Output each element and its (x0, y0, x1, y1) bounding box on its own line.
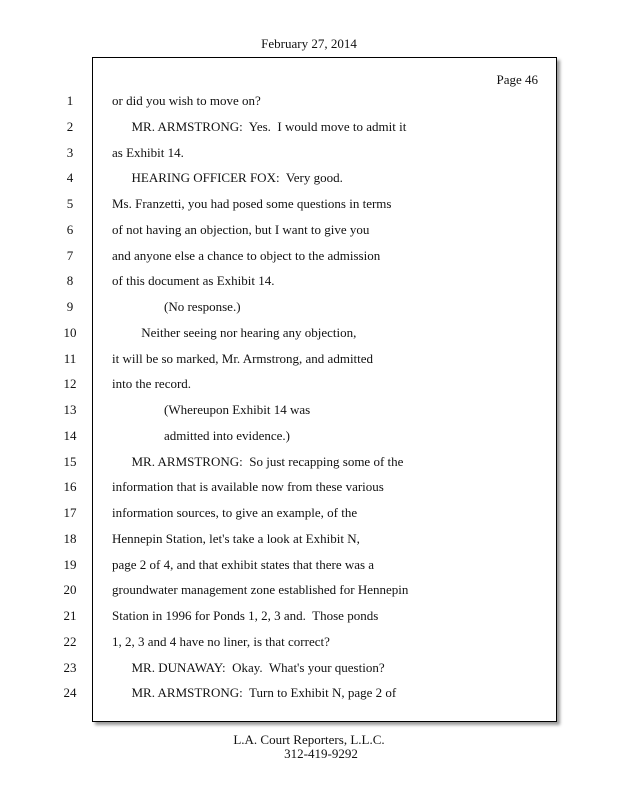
line-text: page 2 of 4, and that exhibit states that there was a (112, 556, 375, 572)
line-number: 7 (66, 247, 74, 263)
line-number: 24 (63, 685, 77, 701)
line-number: 6 (66, 221, 74, 237)
line-text: into the record. (112, 376, 192, 392)
line-text: it will be so marked, Mr. Armstrong, and admitted (112, 350, 374, 366)
transcript-line (0, 684, 618, 702)
line-text: 1, 2, 3 and 4 have no liner, is that correct? (112, 633, 330, 649)
transcript-line (0, 633, 618, 651)
line-number: 11 (63, 350, 77, 366)
line-number: 16 (63, 479, 77, 495)
transcript-line (0, 530, 618, 548)
transcript-line (0, 272, 618, 290)
line-text: Station in 1996 for Ponds 1, 2, 3 and. Those ponds (112, 608, 379, 623)
line-text: Ms. Franzetti, you had posed some questions in terms (112, 196, 392, 211)
transcript-line (0, 92, 618, 110)
line-number: 12 (63, 376, 77, 392)
transcript-line (0, 324, 618, 342)
footer-phone: 312-419-9292 (284, 746, 358, 761)
line-number: 9 (66, 299, 74, 314)
line-text: (No response.) (112, 299, 241, 314)
transcript-line (0, 607, 618, 625)
transcript-line (0, 453, 618, 471)
line-number: 20 (63, 582, 77, 598)
line-text: information sources, to give an example, of the (112, 505, 358, 520)
transcript-line (0, 195, 618, 213)
line-text: information that is available now from these various (112, 479, 384, 495)
transcript-line (0, 221, 618, 239)
line-number: 14 (63, 427, 77, 443)
footer-company: L.A. Court Reporters, L.L.C. (233, 732, 385, 747)
transcript-line (0, 427, 618, 445)
line-number: 5 (66, 196, 74, 211)
line-number: 10 (63, 324, 77, 340)
footer (0, 733, 618, 761)
line-text: MR. ARMSTRONG: So just recapping some of the (112, 453, 404, 469)
transcript-line (0, 350, 618, 368)
line-number: 22 (63, 633, 77, 649)
line-text: as Exhibit 14. (112, 144, 184, 160)
line-text: Hennepin Station, let's take a look at Exhibit N, (112, 530, 360, 546)
line-number: 15 (63, 453, 77, 469)
transcript-line (0, 144, 618, 162)
line-number: 21 (63, 608, 77, 623)
line-number: 3 (66, 144, 74, 160)
line-text: Neither seeing nor hearing any objection, (112, 324, 357, 340)
line-text: of not having an objection, but I want to give you (112, 221, 370, 237)
line-text: of this document as Exhibit 14. (112, 273, 275, 289)
line-number: 17 (63, 505, 77, 520)
header-date: February 27, 2014 (261, 36, 357, 51)
line-number: 1 (66, 93, 74, 108)
line-number: 4 (66, 170, 74, 186)
line-number: 2 (66, 118, 74, 134)
line-number: 19 (63, 556, 77, 572)
transcript-line (0, 247, 618, 265)
transcript-line (0, 169, 618, 187)
line-number: 13 (63, 402, 77, 417)
transcript-line (0, 298, 618, 316)
line-text: MR. DUNAWAY: Okay. What's your question? (112, 659, 385, 675)
line-text: and anyone else a chance to object to the admission (112, 247, 381, 263)
page-number: Page 46 (496, 72, 538, 87)
line-text: MR. ARMSTRONG: Yes. I would move to admit it (112, 118, 407, 134)
line-text: (Whereupon Exhibit 14 was (112, 402, 311, 417)
transcript-line (0, 375, 618, 393)
transcript-line (0, 581, 618, 599)
transcript-line (0, 401, 618, 419)
transcript-line (0, 118, 618, 136)
line-number: 8 (66, 273, 74, 289)
line-text: or did you wish to move on? (112, 93, 261, 108)
line-number: 23 (63, 659, 77, 675)
line-text: groundwater management zone established for Hennepin (112, 582, 409, 598)
line-text: HEARING OFFICER FOX: Very good. (112, 170, 343, 186)
line-number: 18 (63, 530, 77, 546)
transcript-line (0, 659, 618, 677)
line-text: MR. ARMSTRONG: Turn to Exhibit N, page 2 of (112, 685, 397, 701)
transcript-line (0, 478, 618, 496)
transcript-line (0, 556, 618, 574)
line-text: admitted into evidence.) (112, 427, 290, 443)
transcript-line (0, 504, 618, 522)
